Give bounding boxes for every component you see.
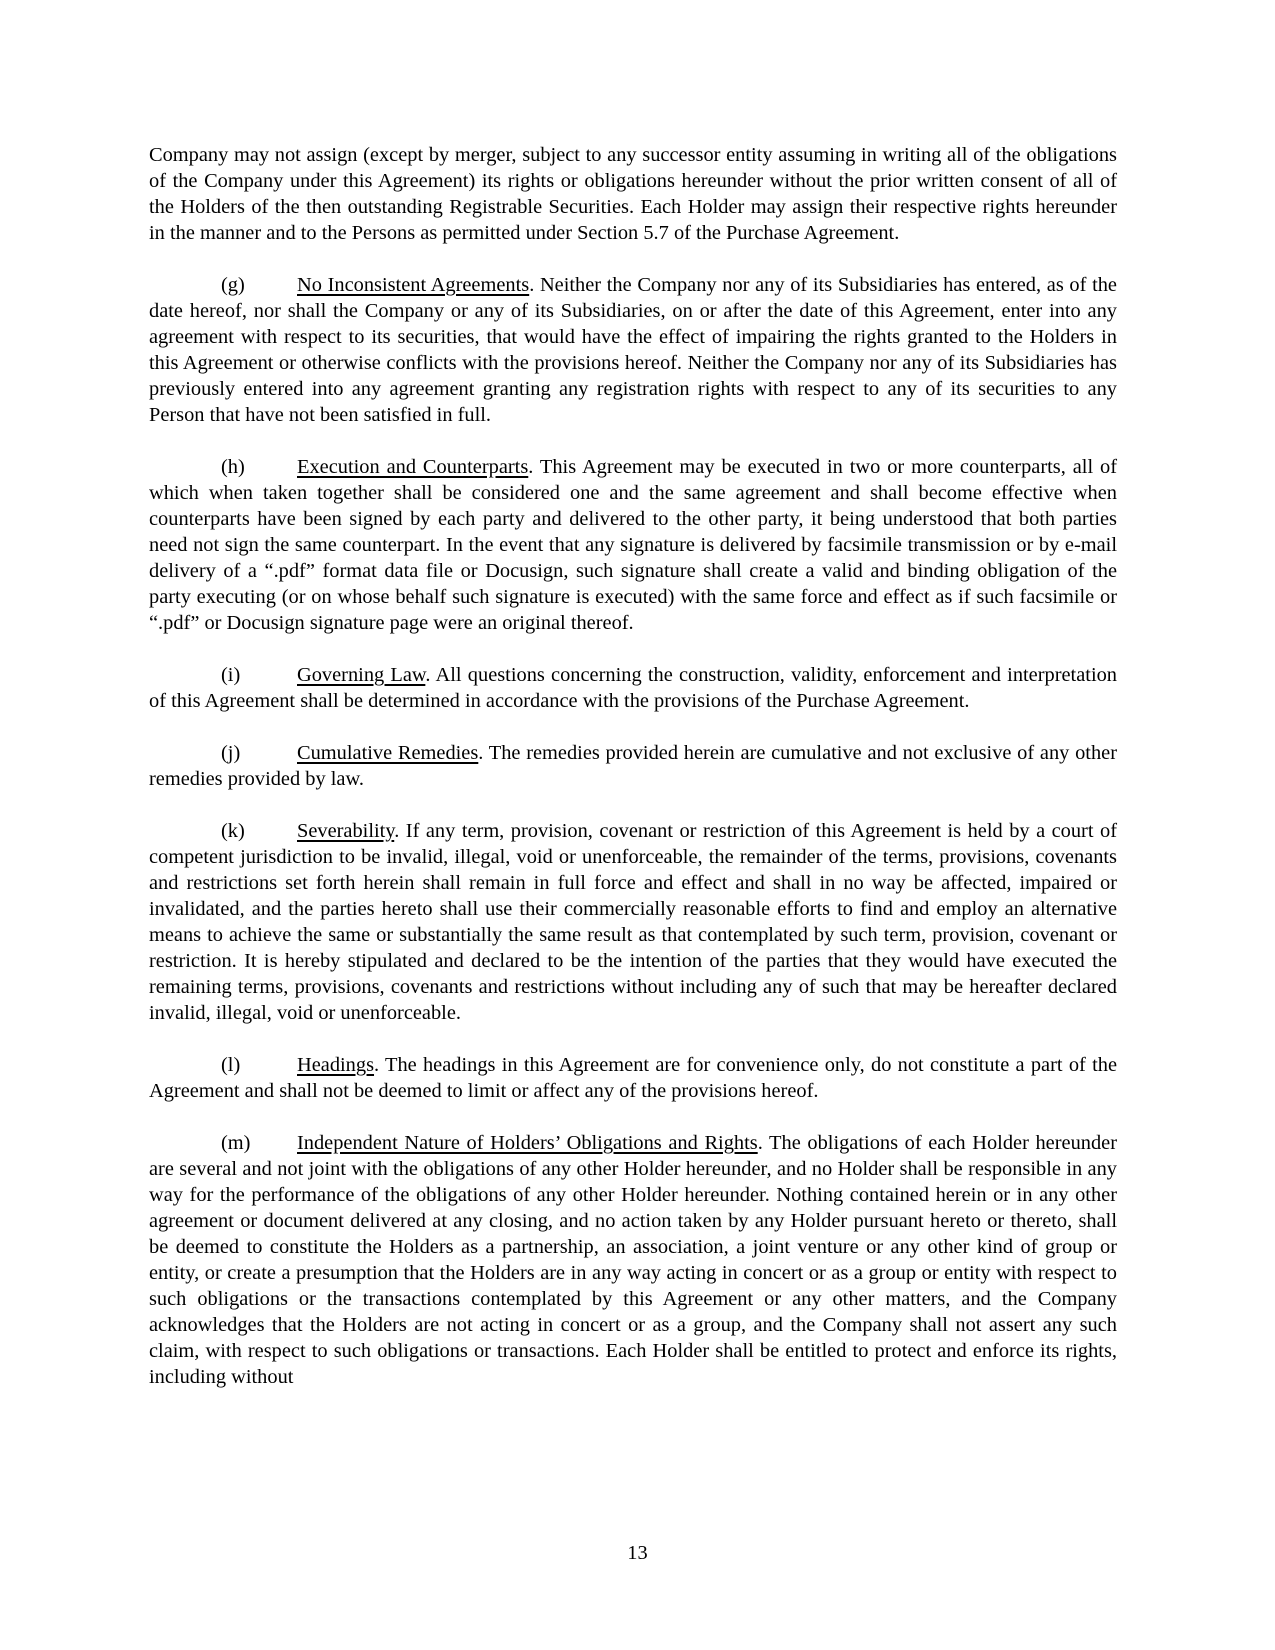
section-l bbox=[149, 1052, 1117, 1104]
section-heading: Cumulative Remedies bbox=[297, 742, 479, 764]
section-text: . The headings in this Agreement are for convenience only, do not constitute a part of the Agreement and shall not be deemed to limit or affect any of the provisions hereof. bbox=[149, 1054, 1117, 1102]
section-h bbox=[149, 454, 1117, 636]
section-number: (h) bbox=[221, 456, 245, 478]
section-text: . If any term, provision, covenant or restriction of this Agreement is held by a court of competent jurisdiction to be invalid, illegal, void or unenforceable, the remainder of the terms, provisions, covenants and restrictions set forth herein shall remain in full force and effect and shall in no way be affected, impaired or invalidated, and the parties hereto shall use their commercially reasonable efforts to find and employ an alternative means to achieve the same or substantially the same result as that contemplated by such term, provision, covenant or restriction. It is hereby stipulated and declared to be the intention of the parties that they would have executed the remaining terms, provisions, covenants and restrictions without including any of such that may be hereafter declared invalid, illegal, void or unenforceable. bbox=[149, 820, 1117, 1024]
section-m bbox=[149, 1130, 1117, 1390]
section-g bbox=[149, 272, 1117, 428]
section-text: . The obligations of each Holder hereunder are several and not joint with the obligations of any other Holder hereunder, and no Holder shall be responsible in any way for the performance of the obligations of any other Holder hereunder. Nothing contained herein or in any other agreement or document delivered at any closing, and no action taken by any Holder pursuant hereto or thereto, shall be deemed to constitute the Holders as a partnership, an association, a joint venture or any other kind of group or entity, or create a presumption that the Holders are in any way acting in concert or as a group or entity with respect to such obligations or the transactions contemplated by this Agreement or any other matters, and the Company acknowledges that the Holders are not acting in concert or as a group, and the Company shall not assert any such claim, with respect to such obligations or transactions. Each Holder shall be entitled to protect and enforce its rights, including without bbox=[149, 1132, 1117, 1388]
continuation-paragraph: Company may not assign (except by merger, subject to any successor entity assuming in writing all of the obligations of the Company under this Agreement) its rights or obligations hereunder without the prior written consent of all of the Holders of the then outstanding Registrable Securities. Each Holder may assign their respective rights hereunder in the manner and to the Persons as permitted under Section 5.7 of the Purchase Agreement. bbox=[149, 144, 1117, 244]
section-heading: Independent Nature of Holders’ Obligations and Rights bbox=[297, 1132, 758, 1154]
section-number: (j) bbox=[221, 742, 241, 764]
section-heading: Execution and Counterparts bbox=[297, 456, 529, 478]
section-text: . All questions concerning the construction, validity, enforcement and interpretation of this Agreement shall be determined in accordance with the provisions of the Purchase Agreement. bbox=[149, 664, 1117, 712]
section-text: . The remedies provided herein are cumulative and not exclusive of any other remedies provided by law. bbox=[149, 742, 1117, 790]
section-number: (i) bbox=[221, 664, 241, 686]
section-number: (g) bbox=[221, 274, 245, 296]
section-number: (l) bbox=[221, 1054, 241, 1076]
section-i bbox=[149, 662, 1117, 714]
section-text: . This Agreement may be executed in two or more counterparts, all of which when taken together shall be considered one and the same agreement and shall become effective when counterparts have been signed by each party and delivered to the other party, it being understood that both parties need not sign the same counterpart. In the event that any signature is delivered by facsimile transmission or by e-mail delivery of a “.pdf” format data file or Docusign, such signature shall create a valid and binding obligation of the party executing (or on whose behalf such signature is executed) with the same force and effect as if such facsimile or “.pdf” or Docusign signature page were an original thereof. bbox=[149, 456, 1117, 634]
section-number: (k) bbox=[221, 820, 245, 842]
section-text: . Neither the Company nor any of its Subsidiaries has entered, as of the date hereof, nor shall the Company or any of its Subsidiaries, on or after the date of this Agreement, enter into any agreement with respect to its securities, that would have the effect of impairing the rights granted to the Holders in this Agreement or otherwise conflicts with the provisions hereof. Neither the Company nor any of its Subsidiaries has previously entered into any agreement granting any registration rights with respect to any of its securities to any Person that have not been satisfied in full. bbox=[149, 274, 1117, 426]
document-body bbox=[149, 142, 1117, 1416]
section-heading: No Inconsistent Agreements bbox=[297, 274, 530, 296]
section-heading: Headings bbox=[297, 1054, 375, 1076]
section-number: (m) bbox=[221, 1132, 251, 1154]
section-j bbox=[149, 740, 1117, 792]
section-heading: Severability bbox=[297, 820, 395, 842]
section-heading: Governing Law bbox=[297, 664, 426, 686]
section-k bbox=[149, 818, 1117, 1026]
page-number: 13 bbox=[627, 1542, 648, 1564]
